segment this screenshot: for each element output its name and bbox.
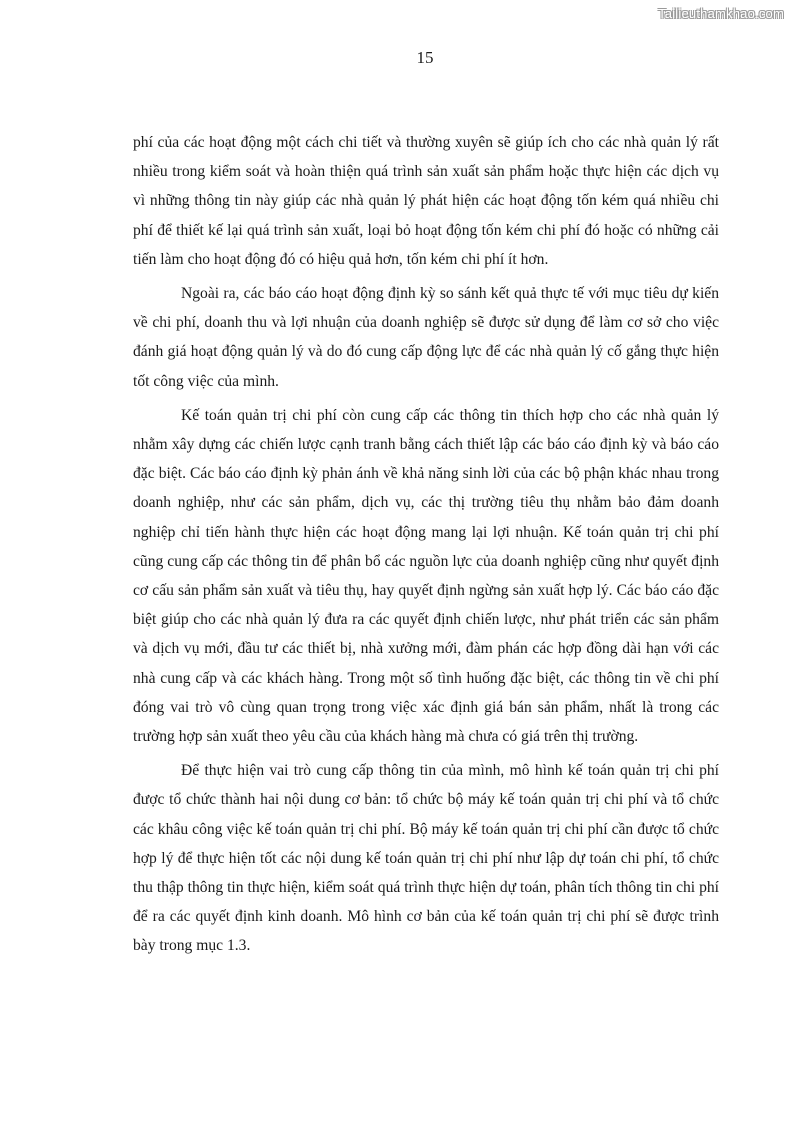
page-number: 15 (416, 48, 434, 67)
paragraph-periodic-reports: Ngoài ra, các báo cáo hoạt động định kỳ so sánh kết quả thực tế với mục tiêu dự kiến về chi phí, doanh thu và lợi nhuận của doanh nghiệp sẽ được sử dụng để làm cơ sở cho việc đánh giá hoạt động quản lý và do đó cung cấp động lực để các nhà quản lý cố gắng thực hiện tốt công việc của mình. (133, 285, 719, 390)
watermark-text: Tailieuthamkhao.com (658, 6, 784, 21)
paragraph-model-organization: Để thực hiện vai trò cung cấp thông tin của mình, mô hình kế toán quản trị chi phí được tổ chức thành hai nội dung cơ bản: tổ chức bộ máy kế toán quản trị chi phí và tổ chức các khâu công việc kế toán quản trị chi phí. Bộ máy kế toán quản trị chi phí cần được tổ chức hợp lý để thực hiện tốt các nội dung kế toán quản trị chi phí như lập dự toán chi phí, tổ chức thu thập thông tin thực hiện, kiểm soát quá trình thực hiện dự toán, phân tích thông tin chi phí để ra các quyết định kinh doanh. Mô hình cơ bản của kế toán quản trị chi phí sẽ được trình bày trong mục 1.3. (133, 762, 719, 955)
paragraph-competitive-strategy: Kế toán quản trị chi phí còn cung cấp các thông tin thích hợp cho các nhà quản lý nhằm xây dựng các chiến lược cạnh tranh bằng cách thiết lập các báo cáo định kỳ và báo cáo đặc biệt. Các báo cáo định kỳ phản ánh về khả năng sinh lời của các bộ phận khác nhau trong doanh nghiệp, như các sản phẩm, dịch vụ, các thị trường tiêu thụ nhằm bảo đảm doanh nghiệp chỉ tiến hành thực hiện các hoạt động mang lại lợi nhuận. Kế toán quản trị chi phí cũng cung cấp các thông tin để phân bổ các nguồn lực của doanh nghiệp cũng như quyết định cơ cấu sản phẩm sản xuất và tiêu thụ, hay quyết định ngừng sản xuất hợp lý. Các báo cáo đặc biệt giúp cho các nhà quản lý đưa ra các quyết định chiến lược, như phát triển các sản phẩm và dịch vụ mới, đầu tư các thiết bị, nhà xưởng mới, đàm phán các hợp đồng dài hạn với các nhà cung cấp và các khách hàng. Trong một số tình huống đặc biệt, các thông tin về chi phí đóng vai trò vô cùng quan trọng trong việc xác định giá bán sản phẩm, nhất là trong các trường hợp sản xuất theo yêu cầu của khách hàng mà chưa có giá trên thị trường. (133, 406, 719, 746)
document-body (133, 128, 719, 966)
paragraph-continuation: phí của các hoạt động một cách chi tiết và thường xuyên sẽ giúp ích cho các nhà quản lý rất nhiều trong kiểm soát và hoàn thiện quá trình sản xuất sản phẩm hoặc thực hiện các dịch vụ vì những thông tin này giúp các nhà quản lý phát hiện các hoạt động tốn kém quá nhiều chi phí để thiết kế lại quá trình sản xuất, loại bỏ hoạt động tốn kém chi phí đó hoặc có những cải tiến làm cho hoạt động đó có hiệu quả hơn, tốn kém chi phí ít hơn. (133, 134, 719, 268)
